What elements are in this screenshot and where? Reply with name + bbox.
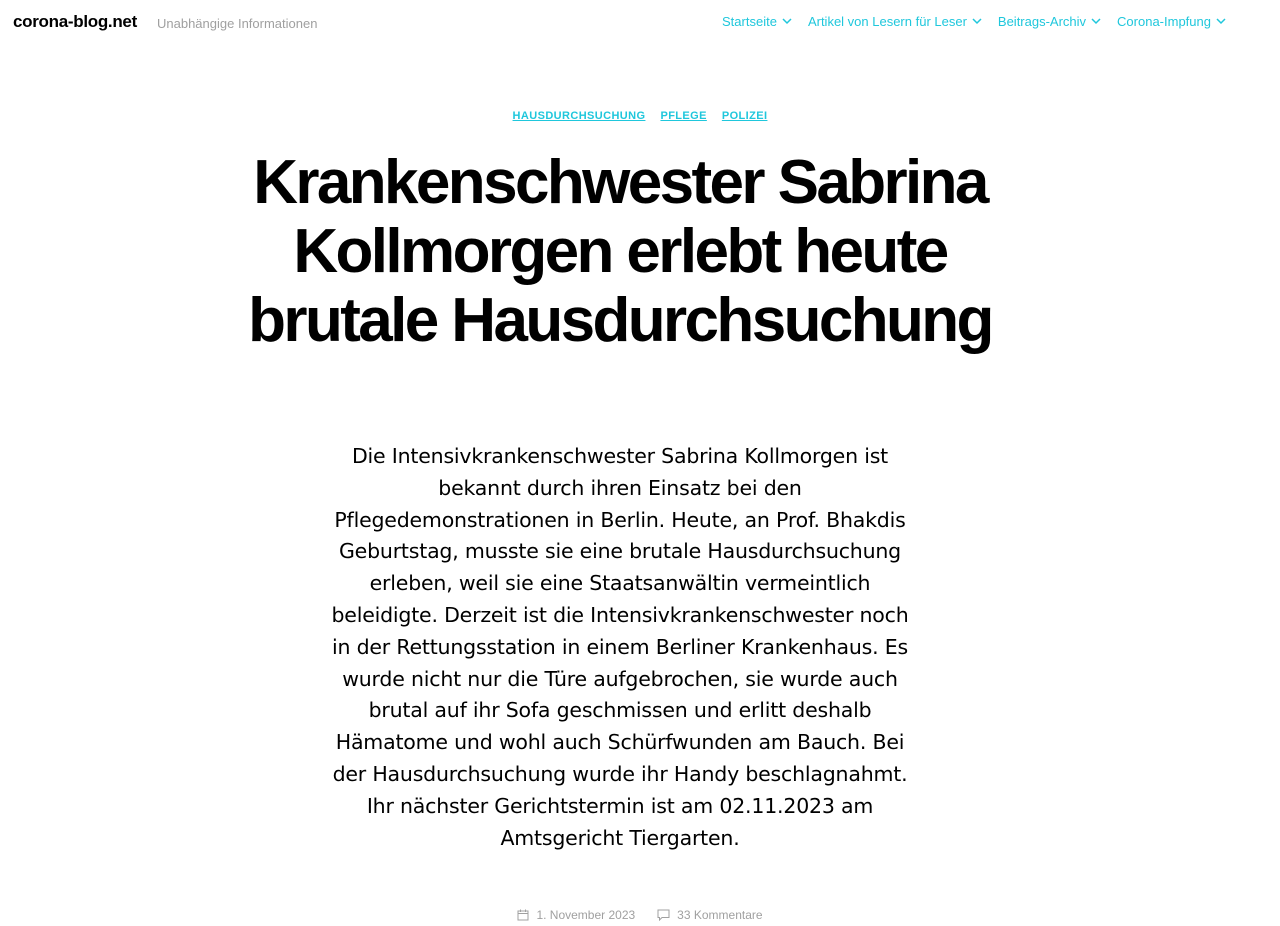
primary-nav	[706, 14, 1226, 29]
nav-item-beitrags-archiv[interactable]	[998, 14, 1101, 29]
nav-item-label: Corona-Impfung	[1117, 14, 1211, 29]
post-comments-link[interactable]: 33 Kommentare	[677, 908, 763, 922]
chevron-down-icon	[1091, 18, 1101, 26]
category-link-pflege[interactable]: PFLEGE	[660, 110, 707, 122]
nav-item-startseite[interactable]	[722, 14, 792, 29]
category-link-hausdurchsuchung[interactable]: HAUSDURCHSUCHUNG	[512, 110, 646, 122]
post-meta	[0, 908, 1280, 922]
chevron-down-icon	[972, 18, 982, 26]
post-date	[517, 908, 635, 922]
post-categories	[0, 110, 1280, 122]
calendar-icon	[517, 909, 529, 921]
nav-item-artikel-von-lesern[interactable]	[808, 14, 982, 29]
post-excerpt: Die Intensivkrankenschwester Sabrina Kollmorgen ist bekannt durch ihren Einsatz bei den Pflegedemonstrationen in Berlin. Heute, an Prof. Bhakdis Geburtstag, musste sie eine brutale Hausdurchsuchung erleben, weil sie eine Staatsanwältin vermeintlich beleidigte. Derzeit ist die Intensivkrankenschwester noch in der Rettungsstation in einem Berliner Krankenhaus. Es wurde nicht nur die Türe aufgebrochen, sie wurde auch brutal auf ihr Sofa geschmissen und erlitt deshalb Hämatome und wohl auch Schürfwunden am Bauch. Bei der Hausdurchsuchung wurde ihr Handy beschlagnahmt. Ihr nächster Gerichtstermin ist am 02.11.2023 am Amtsgericht Tiergarten.	[331, 444, 909, 850]
nav-item-corona-impfung[interactable]	[1117, 14, 1226, 29]
site-description: Unabhängige Informationen	[157, 16, 318, 31]
chevron-down-icon	[1216, 18, 1226, 26]
post-date-link[interactable]: 1. November 2023	[536, 908, 636, 922]
comment-icon	[657, 909, 670, 921]
post-comments	[657, 908, 762, 922]
chevron-down-icon	[782, 18, 792, 26]
site-title-link[interactable]: corona-blog.net	[13, 12, 137, 31]
category-link-polizei[interactable]: POLIZEI	[721, 110, 768, 122]
post-title: Krankenschwester Sabrina Kollmorgen erlebt heute brutale Hausdurchsuchung	[248, 148, 992, 355]
nav-item-label: Beitrags-Archiv	[997, 14, 1087, 29]
site-header	[0, 0, 1280, 46]
nav-item-label: Startseite	[722, 14, 777, 29]
nav-item-label: Artikel von Lesern für Leser	[807, 14, 967, 29]
